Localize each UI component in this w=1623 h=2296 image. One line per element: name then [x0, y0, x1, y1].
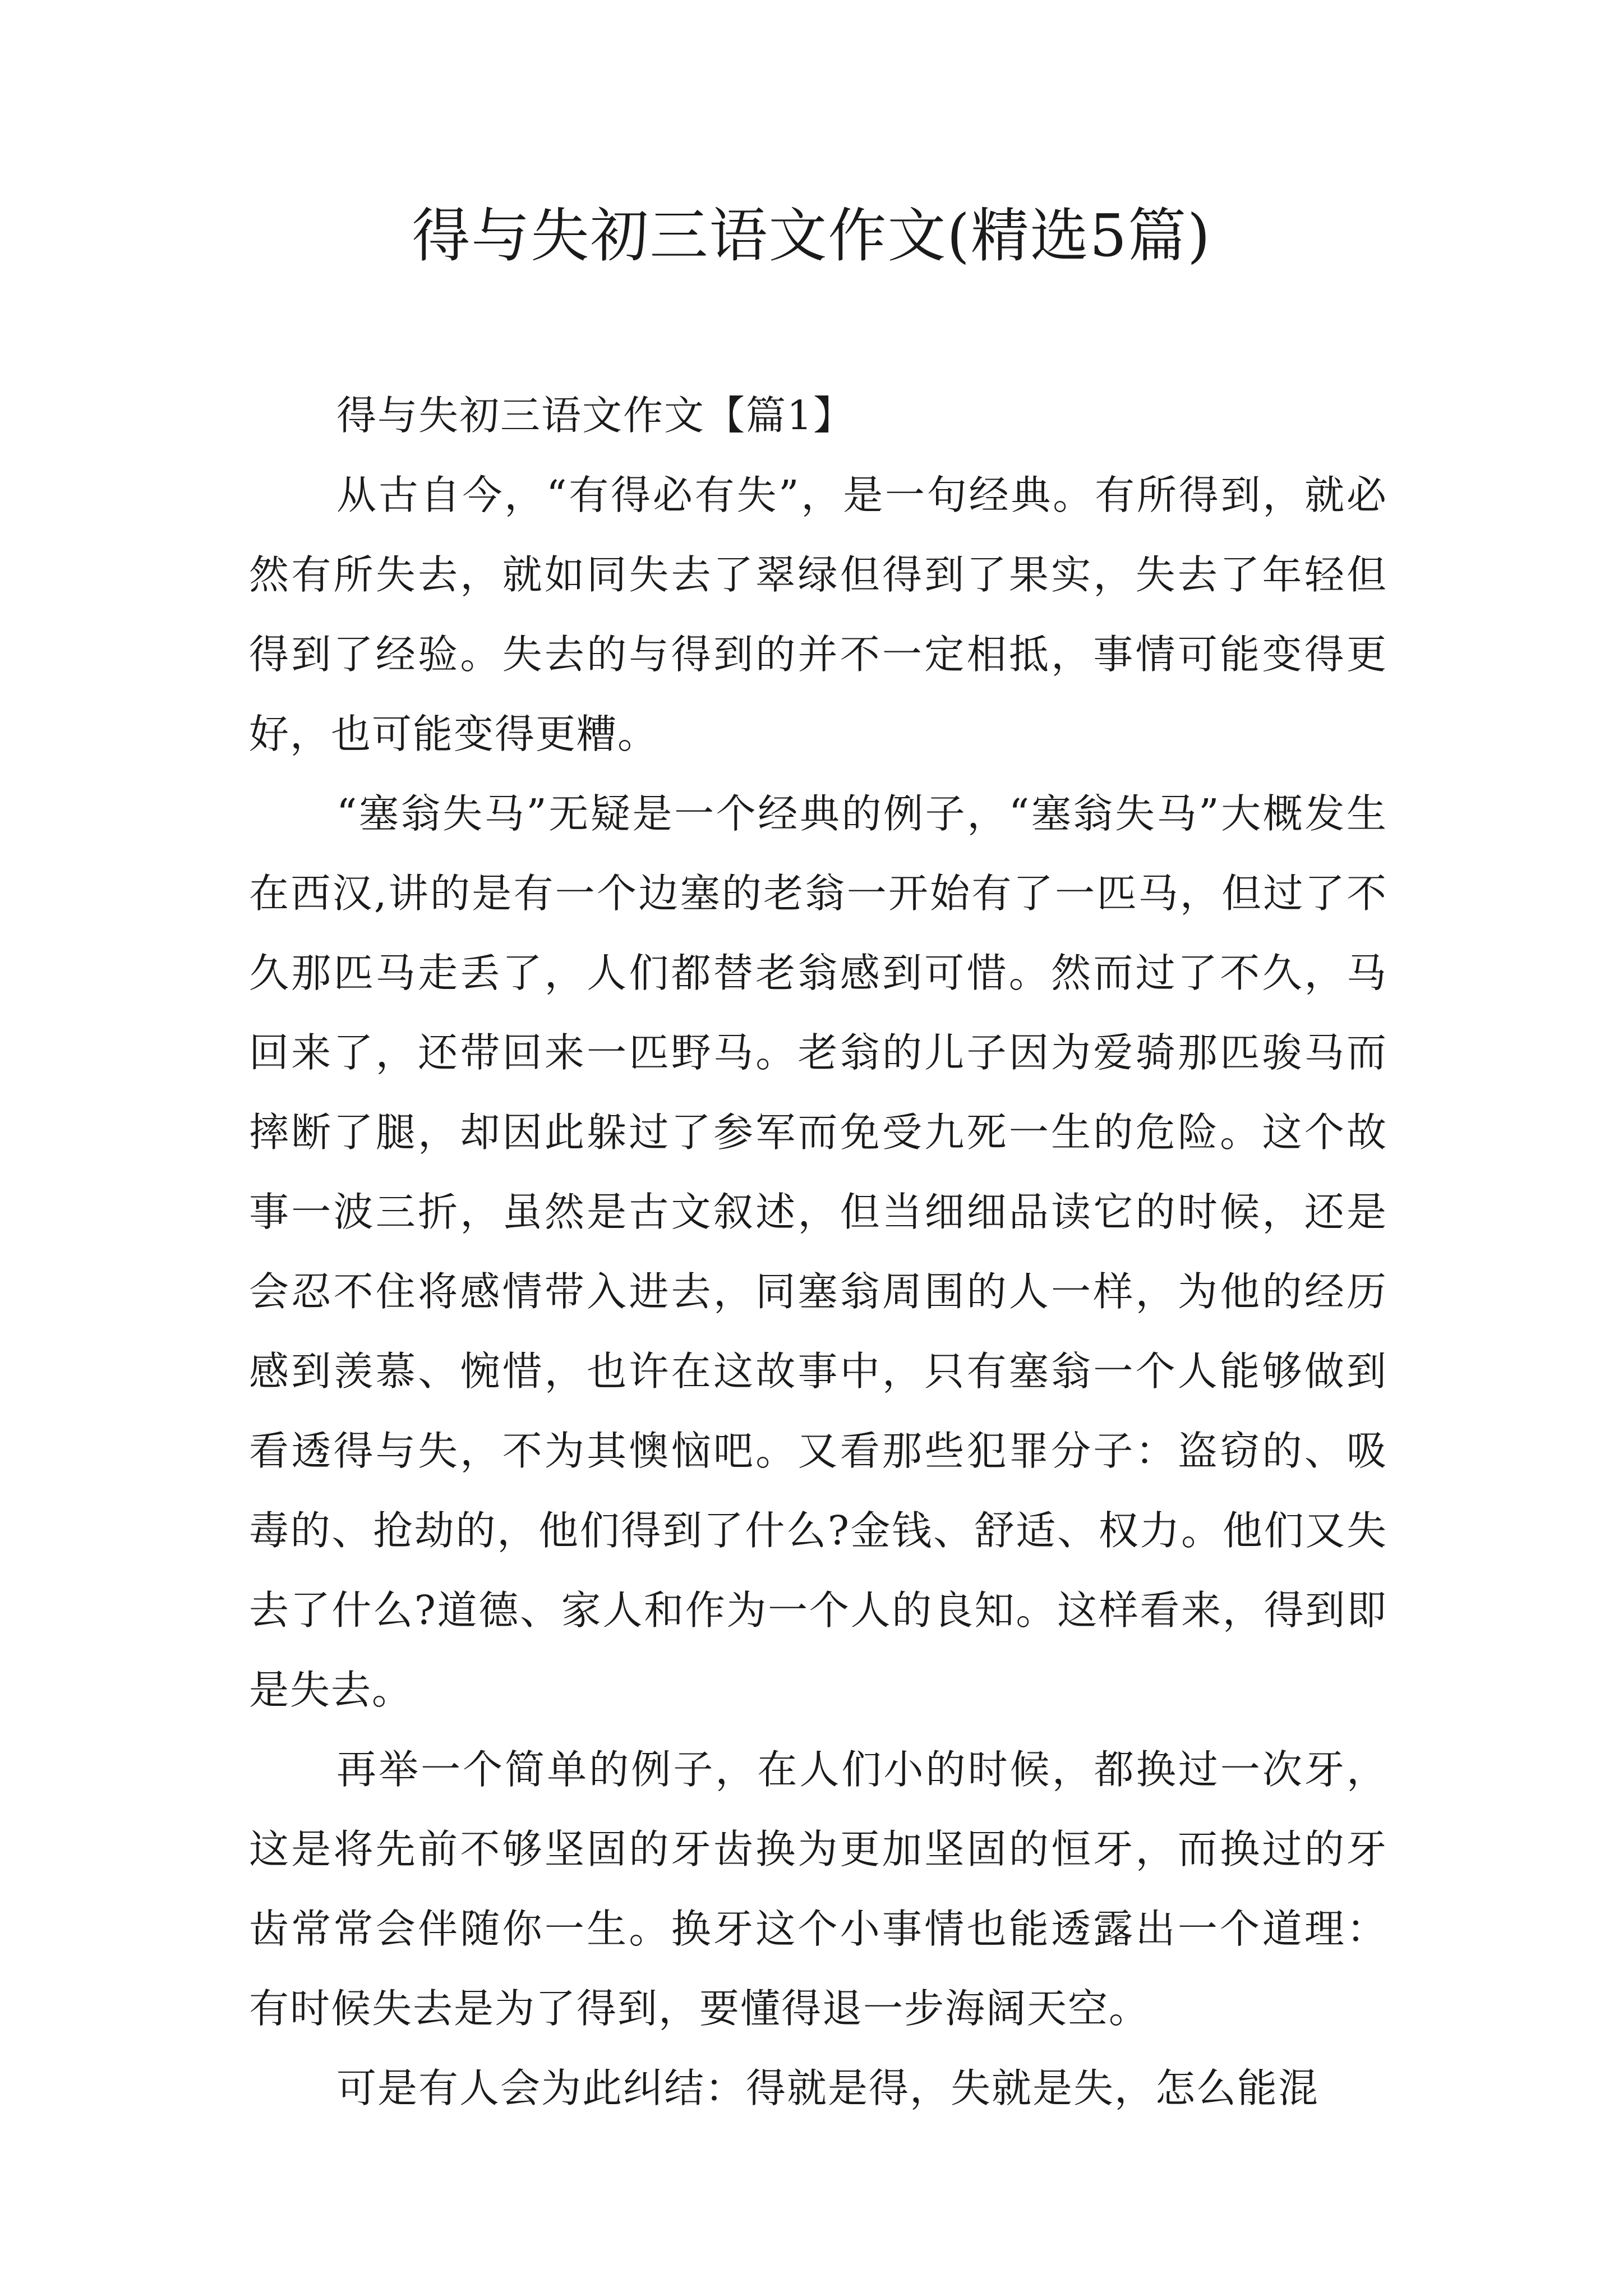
- paragraph-2: “塞翁失马”无疑是一个经典的例子，“塞翁失马”大概发生在西汉,讲的是有一个边塞的老翁一开始有了一匹马，但过了不久那匹马走丢了，人们都替老翁感到可惜。然而过了不久，马回来了，还带回来一匹野马。老翁的儿子因为爱骑那匹骏马而摔断了腿，却因此躲过了参军而免受九死一生的危险。这个故事一波三折，虽然是古文叙述，但当细细品读它的时候，还是会忍不住将感情带入进去，同塞翁周围的人一样，为他的经历感到羡慕、惋惜，也许在这故事中，只有塞翁一个人能够做到看透得与失，不为其懊恼吧。又看那些犯罪分子：盗窃的、吸毒的、抢劫的，他们得到了什么?金钱、舒适、权力。他们又失去了什么?道德、家人和作为一个人的良知。这样看来，得到即是失去。: [249, 790, 1387, 1713]
- section-heading: 得与失初三语文作文【篇1】: [336, 392, 855, 439]
- document-title: 得与失初三语文作文(精选5篇): [412, 201, 1211, 270]
- paragraph-1: 从古自今，“有得必有失”，是一句经典。有所得到，就必然有所失去，就如同失去了翠绿但得到了果实，失去了年轻但得到了经验。失去的与得到的并不一定相抵，事情可能变得更好，也可能变得更糟。: [249, 472, 1387, 757]
- paragraph-4: 可是有人会为此纠结：得就是得，失就是失，怎么能混: [336, 2065, 1320, 2111]
- paragraph-3: 再举一个简单的例子，在人们小的时候，都换过一次牙，这是将先前不够坚固的牙齿换为更加坚固的恒牙，而换过的牙齿常常会伴随你一生。换牙这个小事情也能透露出一个道理：有时候失去是为了得到，要懂得退一步海阔天空。: [249, 1746, 1387, 2032]
- document-body: [249, 376, 1387, 2128]
